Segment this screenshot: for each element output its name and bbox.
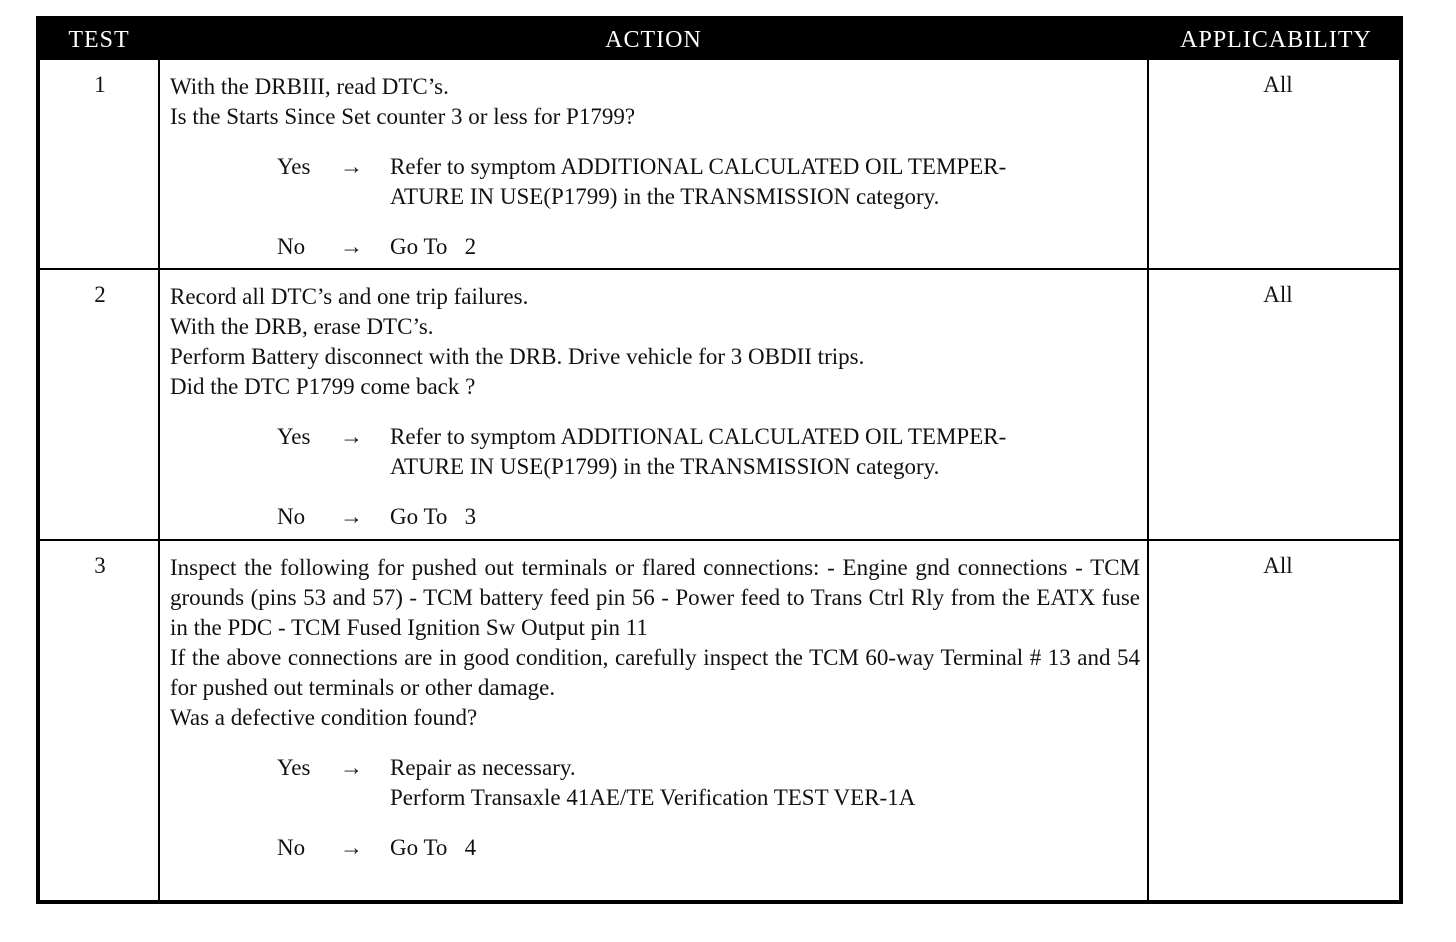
applicability-value: All: [1263, 72, 1293, 97]
applicability-value: All: [1263, 282, 1293, 307]
yes-text: ATURE IN USE(P1799) in the TRANSMISSION category.: [390, 184, 940, 209]
no-label: No: [277, 835, 306, 860]
test-number: 1: [94, 72, 106, 97]
yes-answer-continued: [170, 783, 1140, 813]
yes-answer-continued: [170, 452, 1140, 482]
table-row: [40, 270, 1399, 539]
no-text: Go To 4: [390, 835, 477, 860]
table-row: [40, 541, 1399, 901]
action-cell: [170, 553, 1140, 863]
header-applicability: APPLICABILITY: [1180, 27, 1372, 53]
yes-text: Refer to symptom ADDITIONAL CALCULATED OIL TEMPER-: [390, 424, 1007, 449]
action-line: With the DRBIII, read DTC’s.: [170, 74, 449, 99]
yes-answer: [170, 152, 1140, 182]
test-number: 2: [94, 282, 106, 307]
no-label: No: [277, 234, 306, 259]
action-line: Perform Battery disconnect with the DRB. Drive vehicle for 3 OBDII trips.: [170, 344, 865, 369]
yes-label: Yes: [277, 154, 311, 179]
table-row: [40, 60, 1399, 268]
action-line: With the DRB, erase DTC’s.: [170, 314, 434, 339]
yes-label: Yes: [277, 424, 311, 449]
no-label: No: [277, 504, 306, 529]
diagnostic-table: [36, 16, 1403, 904]
test-number: 3: [94, 553, 106, 578]
yes-text: Perform Transaxle 41AE/TE Verification TEST VER-1A: [390, 785, 916, 810]
action-line: Record all DTC’s and one trip failures.: [170, 284, 529, 309]
action-paragraph: Inspect the following for pushed out terminals or flared connections: - Engine gnd connections - TCM grounds (pins 53 and 57) - TCM battery feed pin 56 - Power feed to Trans Ctrl Rly from the EATX fuse in the PDC - TCM Fused Ignition Sw Output pin 11: [170, 555, 1140, 640]
action-cell: [170, 282, 1140, 532]
no-text: Go To 2: [390, 234, 477, 259]
yes-answer: [170, 422, 1140, 452]
arrow-icon: →: [340, 424, 363, 449]
no-answer: [170, 833, 1140, 863]
header-test: TEST: [68, 27, 130, 53]
action-line: Did the DTC P1799 come back ?: [170, 374, 476, 399]
arrow-icon: →: [340, 154, 363, 179]
arrow-icon: →: [340, 504, 363, 529]
action-line: Was a defective condition found?: [170, 705, 478, 730]
arrow-icon: →: [340, 234, 363, 259]
action-paragraph: If the above connections are in good condition, carefully inspect the TCM 60-way Terminal # 13 and 54 for pushed out terminals or other damage.: [170, 645, 1140, 700]
yes-text: Refer to symptom ADDITIONAL CALCULATED OIL TEMPER-: [390, 154, 1007, 179]
arrow-icon: →: [340, 835, 363, 860]
action-cell: [170, 72, 1140, 262]
yes-text: ATURE IN USE(P1799) in the TRANSMISSION category.: [390, 454, 940, 479]
yes-answer: [170, 753, 1140, 783]
header-action: ACTION: [605, 27, 702, 53]
arrow-icon: →: [340, 755, 363, 780]
applicability-value: All: [1263, 553, 1293, 578]
no-answer: [170, 502, 1140, 532]
action-line: Is the Starts Since Set counter 3 or less for P1799?: [170, 104, 636, 129]
yes-label: Yes: [277, 755, 311, 780]
yes-text: Repair as necessary.: [390, 755, 576, 780]
no-text: Go To 3: [390, 504, 477, 529]
table-header: [40, 20, 1399, 60]
no-answer: [170, 232, 1140, 262]
yes-answer-continued: [170, 182, 1140, 212]
